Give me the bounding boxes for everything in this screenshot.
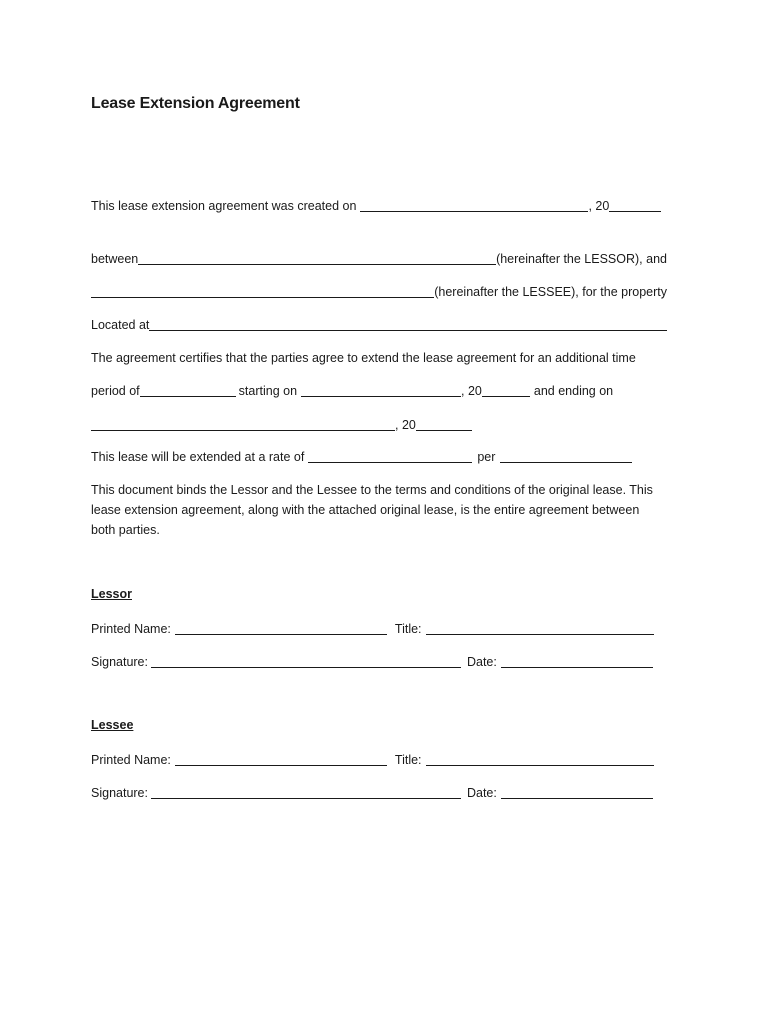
- period-field[interactable]: [140, 383, 236, 397]
- lessor-name-field[interactable]: [138, 251, 496, 265]
- created-year-label: , 20: [588, 199, 610, 213]
- property-address-field[interactable]: [149, 317, 667, 331]
- end-year-label: , 20: [395, 418, 416, 432]
- document-title: Lease Extension Agreement: [91, 95, 300, 112]
- created-line: [91, 197, 667, 215]
- lessee-heading: Lessee: [91, 718, 134, 732]
- start-year-field[interactable]: [482, 383, 530, 397]
- lessor-date-label: Date:: [466, 655, 497, 669]
- lessee-suffix: (hereinafter the LESSEE), for the property: [434, 285, 667, 299]
- rate-period-field[interactable]: [500, 449, 632, 463]
- lessor-signature-label: Signature:: [91, 655, 148, 669]
- end-year-field[interactable]: [416, 417, 472, 431]
- lessee-printed-name-field[interactable]: [175, 752, 387, 766]
- lessor-printed-name-field[interactable]: [175, 621, 387, 635]
- period-label: period of: [91, 384, 140, 398]
- lessor-title-field[interactable]: [426, 621, 654, 635]
- lessor-heading: Lessor: [91, 587, 132, 601]
- created-date-field[interactable]: [360, 198, 588, 212]
- lessee-signature-line: [91, 784, 667, 802]
- per-label: per: [477, 450, 496, 464]
- start-date-field[interactable]: [301, 383, 461, 397]
- lessor-title-label: Title:: [394, 622, 422, 636]
- lessee-date-field[interactable]: [501, 785, 653, 799]
- rate-label: This lease will be extended at a rate of: [91, 450, 305, 464]
- lessor-printed-name-label: Printed Name:: [91, 622, 171, 636]
- lessee-date-label: Date:: [466, 786, 497, 800]
- period-line: [91, 382, 667, 400]
- lessee-name-field[interactable]: [91, 284, 434, 298]
- lessee-signature-label: Signature:: [91, 786, 148, 800]
- created-label: This lease extension agreement was created on: [91, 199, 357, 213]
- certify-line: [91, 349, 667, 367]
- lessor-signature-line: [91, 653, 667, 671]
- end-date-field[interactable]: [91, 417, 395, 431]
- ending-label: and ending on: [533, 384, 614, 398]
- start-year-label: , 20: [461, 384, 482, 398]
- lessee-printed-name-line: [91, 751, 667, 769]
- lessee-title-field[interactable]: [426, 752, 654, 766]
- lessor-printed-name-line: [91, 620, 667, 638]
- between-label: between: [91, 252, 139, 266]
- lessor-date-field[interactable]: [501, 654, 653, 668]
- between-line: [91, 250, 667, 268]
- lessor-signature-field[interactable]: [151, 654, 461, 668]
- lessee-signature-field[interactable]: [151, 785, 461, 799]
- located-label: Located at: [91, 318, 150, 332]
- starting-label: starting on: [238, 384, 298, 398]
- binding-paragraph: This document binds the Lessor and the Lessee to the terms and conditions of the original lease. This lease extension agreement, along with the attached original lease, is the entire agreement between both parties.: [91, 483, 653, 537]
- end-date-line: [91, 416, 667, 434]
- lessee-line: [91, 283, 667, 301]
- lessee-printed-name-label: Printed Name:: [91, 753, 171, 767]
- created-year-field[interactable]: [609, 198, 661, 212]
- rate-field[interactable]: [308, 449, 472, 463]
- rate-line: [91, 448, 667, 466]
- lessee-title-label: Title:: [394, 753, 422, 767]
- lessor-suffix: (hereinafter the LESSOR), and: [496, 252, 667, 266]
- located-line: [91, 316, 667, 334]
- certify-text: The agreement certifies that the parties agree to extend the lease agreement for an additional time: [91, 351, 636, 365]
